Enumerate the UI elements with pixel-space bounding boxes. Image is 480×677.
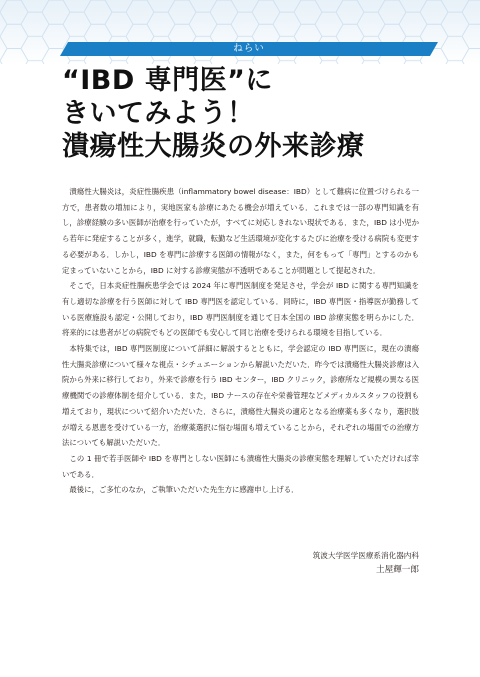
author-affiliation: 筑波大学医学医療系消化器内科 bbox=[312, 551, 419, 560]
section-banner bbox=[60, 42, 438, 56]
author-signature bbox=[240, 549, 419, 578]
author-name: 土屋輝一郎 bbox=[376, 565, 419, 575]
title-line-1: “IBD 専門医”に bbox=[62, 65, 273, 96]
paragraph-3: 本特集では，IBD 専門医制度について詳細に解説するとともに，学会認定の IBD 専門医に，現在の潰瘍性大腸炎診療について様々な視点・シチュエーションから解説いただいた．昨今では潰瘍性大腸炎診療は入院から外来に移行しており，外来で診療を行う IBD センター，IBD クリニック，診療所など規模の異なる医療機関での診療体制を紹介している．また，IBD ナースの存在や栄養管理などメディカルスタッフの役割も増えており，現状について紹介いただいた．さらに，潰瘍性大腸炎の適応となる治療薬も多くなり，選択肢が増える恩恵を受けている一方，治療薬選択に悩む場面も増えていることから，それぞれの場面での治療方法についても解説いただいた． bbox=[62, 344, 419, 448]
paragraph-1: 潰瘍性大腸炎は，炎症性腸疾患（inflammatory bowel disease：IBD）として難病に位置づけられる一方で，患者数の増加により，実地医家も診療にあたる機会が増えている．これまでは一部の専門知識を有し，診療経験の多い医師が治療を行っていたが，すべてに対応しきれない現状である．また，IBD は小児から若年に発症することが多く，進学，就職，転勤など生活環境が変化するたびに治療を受ける病院も変更する必要がある．しかし，IBD を専門に診療する医師の情報がなく，また，何をもって「専門」とするのかも定まっていないことから，IBD に対する診療実態が不透明であることが問題として提起された． bbox=[62, 187, 419, 275]
paragraph-4: この 1 冊で若手医師や IBD を専門としない医師にも潰瘍性大腸炎の診療実態を理解していただければ幸いである． bbox=[62, 453, 419, 479]
body-text bbox=[62, 184, 419, 498]
paragraph-5: 最後に，ご多忙のなか，ご執筆いただいた先生方に感謝申し上げる． bbox=[69, 485, 299, 495]
title-line-2: きいてみよう！ bbox=[62, 98, 255, 129]
section-label: ねらい bbox=[233, 43, 265, 54]
paragraph-2: そこで，日本炎症性腸疾患学会では 2024 年に専門医制度を発足させ，学会が IBD に関する専門知識を有し適切な診療を行う医師に対して IBD 専門医を認定している．同時に，IBD 専門医・指導医が勤務している医療施設も認定・公開しており，IBD 専門医制度を通じて日本全国の IBD 診療実態を明らかにした．将来的には患者がどの病院でもどの医師でも安心して同じ治療を受けられる環境を目指している． bbox=[62, 281, 419, 338]
title-line-3: 潰瘍性大腸炎の外来診療 bbox=[62, 131, 365, 162]
page-title bbox=[62, 64, 442, 163]
